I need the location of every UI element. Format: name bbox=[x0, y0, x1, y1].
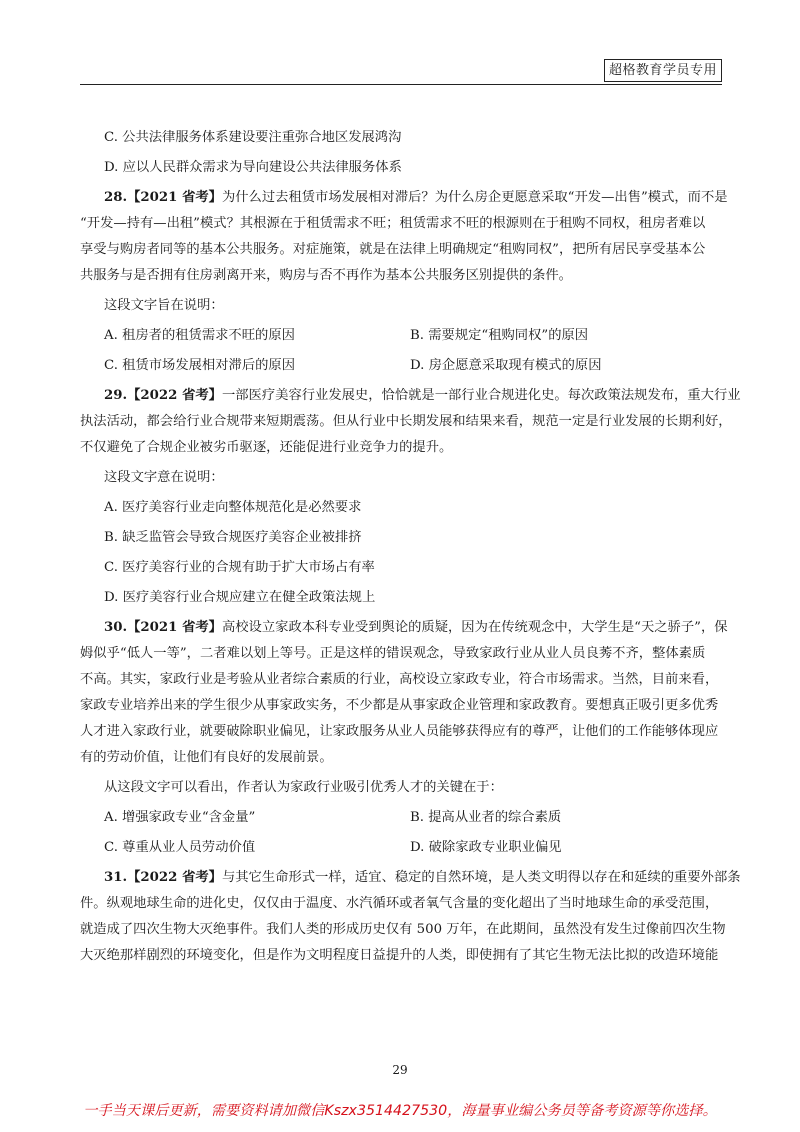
question-29-line-3: 不仅避免了合规企业被劣币驱逐，还能促进行业竞争力的提升。 bbox=[80, 440, 453, 455]
question-30-line-3: 不高。其实，家政行业是考验从业者综合素质的行业，高校设立家政专业，符合市场需求。当然，目前来看， bbox=[80, 672, 719, 687]
question-30-option-c[interactable]: C. 尊重从业人员劳动价值 bbox=[104, 840, 256, 855]
question-28-prompt: 这段文字旨在说明： bbox=[104, 298, 224, 313]
question-30-option-a[interactable]: A. 增强家政专业“含金量” bbox=[104, 810, 256, 825]
question-28-number: 28.【2021 省考】 bbox=[104, 190, 222, 205]
question-30-line-1: 高校设立家政本科专业受到舆论的质疑，因为在传统观念中，大学生是“天之骄子”，保 bbox=[221, 620, 728, 635]
question-29-option-a[interactable]: A. 医疗美容行业走向整体规范化是必然要求 bbox=[104, 500, 362, 515]
question-28-line-1: 为什么过去租赁市场发展相对滞后？为什么房企更愿意采取“开发—出售”模式，而不是 bbox=[221, 190, 728, 205]
question-30-options-row-1 bbox=[80, 805, 722, 831]
prev-option-c: C. 公共法律服务体系建设要注重弥合地区发展鸿沟 bbox=[104, 130, 402, 145]
question-28-line-4: 共服务与是否拥有住房剥离开来，购房与否不再作为基本公共服务区别提供的条件。 bbox=[80, 268, 572, 283]
question-29-prompt: 这段文字意在说明： bbox=[104, 470, 224, 485]
question-31-line-1: 与其它生命形式一样，适宜、稳定的自然环境，是人类文明得以存在和延续的重要外部条 bbox=[221, 870, 741, 885]
question-28-line-3: 享受与购房者同等的基本公共服务。对症施策，就是在法律上明确规定“租购同权”，把所有居民享受基本公 bbox=[80, 242, 706, 257]
question-29-number: 29.【2022 省考】 bbox=[104, 388, 222, 403]
question-29-option-b[interactable]: B. 缺乏监管会导致合规医疗美容企业被排挤 bbox=[104, 530, 362, 545]
page-content bbox=[80, 125, 741, 969]
question-30-number: 30.【2021 省考】 bbox=[104, 620, 222, 635]
question-28-option-a[interactable]: A. 租房者的租赁需求不旺的原因 bbox=[104, 328, 295, 343]
question-30-stem bbox=[80, 615, 728, 771]
question-31-number: 31.【2022 省考】 bbox=[104, 870, 222, 885]
question-28-options-row-2 bbox=[80, 353, 722, 379]
page-number: 29 bbox=[392, 1063, 408, 1077]
question-28-option-d[interactable]: D. 房企愿意采取现有模式的原因 bbox=[410, 358, 602, 373]
header-divider bbox=[80, 84, 722, 85]
question-28-line-2: “开发—持有—出租”模式？其根源在于租赁需求不旺；租赁需求不旺的根源则在于租购不同权，租房者难以 bbox=[80, 216, 706, 231]
question-30-line-5: 人才进入家政行业，就要破除职业偏见，让家政服务从业人员能够获得应有的尊严，让他们的工作能够体现应 bbox=[80, 724, 719, 739]
question-29-line-2: 执法活动，都会给行业合规带来短期震荡。但从行业中长期发展和结果来看，规范一定是行业发展的长期利好， bbox=[80, 414, 732, 429]
question-29-option-c[interactable]: C. 医疗美容行业的合规有助于扩大市场占有率 bbox=[104, 560, 375, 575]
question-29-stem bbox=[80, 383, 741, 461]
question-30-options-row-2 bbox=[80, 835, 722, 861]
prev-option-d: D. 应以人民群众需求为导向建设公共法律服务体系 bbox=[104, 160, 402, 175]
question-31-line-3: 就造成了四次生物大灭绝事件。我们人类的形成历史仅有 500 万年，在此期间，虽然没有发生过像前四次生物 bbox=[80, 922, 726, 937]
question-31-line-2: 件。纵观地球生命的进化史，仅仅由于温度、水汽循环或者氧气含量的变化超出了当时地球生命的承受范围， bbox=[80, 896, 719, 911]
question-30-prompt: 从这段文字可以看出，作者认为家政行业吸引优秀人才的关键在于： bbox=[104, 780, 503, 795]
question-28-stem bbox=[80, 185, 728, 289]
question-30-option-d[interactable]: D. 破除家政专业职业偏见 bbox=[410, 840, 562, 855]
question-29-line-1: 一部医疗美容行业发展史，恰恰就是一部行业合规进化史。每次政策法规发布，重大行业 bbox=[221, 388, 741, 403]
question-28-options-row-1 bbox=[80, 323, 722, 349]
question-28-option-c[interactable]: C. 租赁市场发展相对滞后的原因 bbox=[104, 358, 296, 373]
question-30-option-b[interactable]: B. 提高从业者的综合素质 bbox=[410, 810, 562, 825]
question-31-line-4: 大灭绝那样剧烈的环境变化，但是作为文明程度日益提升的人类，即使拥有了其它生物无法比拟的改造环境能 bbox=[80, 948, 719, 963]
question-31-stem bbox=[80, 865, 741, 969]
question-29-option-d[interactable]: D. 医疗美容行业合规应建立在健全政策法规上 bbox=[104, 590, 376, 605]
footer-notice: 一手当天课后更新，需要资料请加微信Kszx3514427530，海量事业编公务员等备考资源等你选择。 bbox=[83, 1103, 717, 1119]
header-label: 超格教育学员专用 bbox=[604, 59, 722, 82]
question-30-line-4: 家政专业培养出来的学生很少从事家政实务，不少都是从事家政企业管理和家政教育。要想真正吸引更多优秀 bbox=[80, 698, 719, 713]
question-30-line-2: 姆似乎“低人一等”，二者难以划上等号。正是这样的错误观念，导致家政行业从业人员良莠不齐，整体素质 bbox=[80, 646, 706, 661]
question-30-line-6: 有的劳动价值，让他们有良好的发展前景。 bbox=[80, 750, 333, 765]
question-28-option-b[interactable]: B. 需要规定“租购同权”的原因 bbox=[410, 328, 589, 343]
